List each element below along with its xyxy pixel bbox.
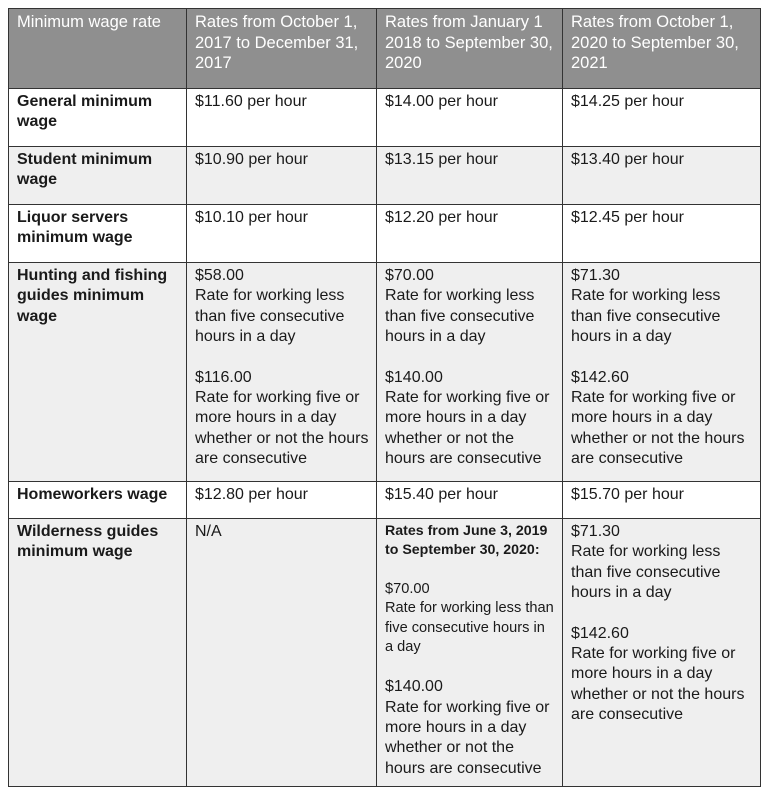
row-label-hunting: Hunting and fishing guides minimum wage — [9, 263, 187, 482]
table-row — [9, 89, 761, 147]
desc-long: Rate for working five or more hours in a day whether or not the hours are consecutive — [571, 645, 745, 724]
desc-short: Rate for working less than five consecutive hours in a day — [195, 287, 345, 346]
amount-short: $70.00 — [385, 581, 430, 597]
cell-hunting-2018-2020 — [377, 263, 563, 482]
cell-homeworkers-2017: $12.80 per hour — [187, 482, 377, 519]
cell-liquor-2017: $10.10 per hour — [187, 205, 377, 263]
amount-short: $71.30 — [571, 267, 620, 284]
table-row — [9, 147, 761, 205]
spacer — [195, 348, 369, 368]
table-row — [9, 263, 761, 482]
desc-long: Rate for working five or more hours in a day whether or not the hours are consecutive — [385, 698, 550, 777]
amount-long: $142.60 — [571, 624, 629, 642]
cell-general-2018-2020: $14.00 per hour — [377, 89, 563, 147]
cell-hunting-2020-2021 — [563, 263, 761, 482]
cell-student-2017: $10.90 per hour — [187, 147, 377, 205]
desc-short: Rate for working less than five consecutive hours in a day — [385, 600, 554, 655]
desc-long: Rate for working five or more hours in a day whether or not the hours are consecutive — [195, 389, 369, 468]
amount-short: $70.00 — [385, 267, 434, 284]
header-rates-2017: Rates from October 1, 2017 to December 31, 2017 — [187, 9, 377, 89]
cell-liquor-2020-2021: $12.45 per hour — [563, 205, 761, 263]
table-row — [9, 482, 761, 519]
header-row — [9, 9, 761, 89]
amount-short: $58.00 — [195, 267, 244, 284]
cell-student-2018-2020: $13.15 per hour — [377, 147, 563, 205]
cell-homeworkers-2018-2020: $15.40 per hour — [377, 482, 563, 519]
cell-homeworkers-2020-2021: $15.70 per hour — [563, 482, 761, 519]
desc-long: Rate for working five or more hours in a day whether or not the hours are consecutive — [385, 389, 550, 468]
amount-long: $142.60 — [571, 368, 629, 386]
cell-wilderness-2020-2021 — [563, 519, 761, 787]
amount-short: $71.30 — [571, 523, 620, 540]
table-row — [9, 205, 761, 263]
row-label-wilderness: Wilderness guides minimum wage — [9, 519, 187, 787]
cell-wilderness-2017: N/A — [187, 519, 377, 787]
desc-short: Rate for working less than five consecutive hours in a day — [571, 287, 721, 346]
minimum-wage-table — [8, 8, 761, 787]
spacer — [385, 657, 555, 677]
row-label-homeworkers: Homeworkers wage — [9, 482, 187, 519]
desc-long: Rate for working five or more hours in a day whether or not the hours are consecutive — [571, 389, 745, 468]
header-rates-2018-2020: Rates from January 1 2018 to September 30, 2020 — [377, 9, 563, 89]
header-rates-2020-2021: Rates from October 1, 2020 to September 30, 2021 — [563, 9, 761, 89]
desc-short: Rate for working less than five consecutive hours in a day — [571, 543, 721, 602]
amount-long: $140.00 — [385, 368, 443, 386]
row-label-general: General minimum wage — [9, 89, 187, 147]
cell-general-2020-2021: $14.25 per hour — [563, 89, 761, 147]
spacer — [571, 348, 753, 368]
spacer — [385, 348, 555, 368]
spacer — [385, 560, 555, 580]
spacer — [571, 604, 753, 624]
row-label-liquor: Liquor servers minimum wage — [9, 205, 187, 263]
wilderness-period-note: Rates from June 3, 2019 to September 30, 2020: — [385, 523, 548, 558]
cell-general-2017: $11.60 per hour — [187, 89, 377, 147]
row-label-student: Student minimum wage — [9, 147, 187, 205]
amount-long: $116.00 — [195, 368, 252, 386]
cell-liquor-2018-2020: $12.20 per hour — [377, 205, 563, 263]
cell-student-2020-2021: $13.40 per hour — [563, 147, 761, 205]
amount-long: $140.00 — [385, 678, 443, 696]
header-minimum-wage-rate: Minimum wage rate — [9, 9, 187, 89]
table-row — [9, 519, 761, 787]
cell-wilderness-2018-2020 — [377, 519, 563, 787]
table-body — [9, 89, 761, 787]
desc-short: Rate for working less than five consecutive hours in a day — [385, 287, 535, 346]
cell-hunting-2017 — [187, 263, 377, 482]
table-header — [9, 9, 761, 89]
